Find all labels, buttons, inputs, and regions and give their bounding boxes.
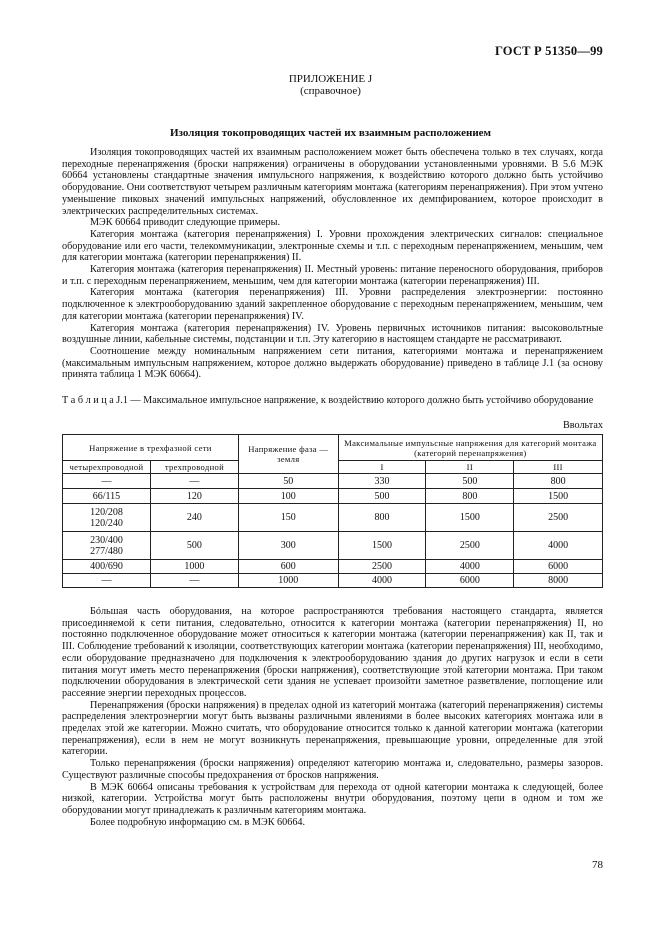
voltage-table: [62, 434, 603, 588]
cell: 2500: [426, 532, 514, 560]
cell: 4000: [514, 532, 603, 560]
header-phase-earth: Напряжение фаза — земля: [238, 435, 338, 474]
cell: —: [63, 474, 151, 489]
paragraph: Перенапряжения (броски напряжения) в пределах одной из категорий монтажа (категорий перенапряжения) системы распределения электроэнергии могут быть вызваны различными явлениями в более высоких категориях монтажа или в пределах этой же категории. Можно считать, что оборудование относится только к данной категории монтажа (категории перенапряжения), если в нем не могут возникнуть перенапряжения, превышающие уровни, определенные для этой категории.: [62, 699, 603, 758]
paragraph: Бóльшая часть оборудования, на которое распространяются требования настоящего стандарта, является присоединяемой к сети питания, следовательно, относится к категории монтажа (категории перенапряжения) II, но постоянно подключенное оборудование может относиться к категории монтажа (категории перенапряжения) как II, так и III. Соблюдение требований к изоляции, соответствующих категории монтажа (категории перенапряжения) III, необходимо, если оборудование предназначено для подключения к электрооборудованию здания до других нагрузок и если в сети питания могут иметь место перенапряжения (броски напряжения), соответствующие этой категории монтажа. При таком подключении оборудования в электрической сети здания не успевает произойти заметное разветвление, поглощение или рассеяние энергии переходных процессов.: [62, 606, 603, 699]
cell: 1500: [426, 504, 514, 532]
subheader-three-wire: трехпроводной: [150, 461, 238, 474]
paragraph: Категория монтажа (категория перенапряжения) IV. Уровень первичных источников питания: высоковольтные воздушные линии, кабельные системы, подстанции и т.п. Эту категорию в настоящем стандарте не рассматривают.: [62, 322, 603, 346]
cell: 500: [426, 474, 514, 489]
cell: 240: [150, 504, 238, 532]
cell: 230/400 277/480: [63, 532, 151, 560]
paragraph: МЭК 60664 приводит следующие примеры.: [90, 217, 281, 229]
standard-code: ГОСТ Р 51350—99: [494, 44, 603, 58]
cell: 150: [238, 504, 338, 532]
cell: 6000: [514, 560, 603, 574]
cell: 800: [338, 504, 426, 532]
cell: 330: [338, 474, 426, 489]
appendix-note: (справочное): [300, 85, 361, 97]
table-caption: Т а б л и ц а J.1 — Максимальное импульсное напряжение, к воздействию которого должно быть устойчиво оборудование: [62, 395, 594, 406]
cell: 500: [338, 489, 426, 504]
cell: 4000: [426, 560, 514, 574]
cell: 2500: [338, 560, 426, 574]
body-text-top: [62, 147, 603, 381]
cell: 1500: [338, 532, 426, 560]
cell: 4000: [338, 574, 426, 588]
page-number: 78: [592, 859, 603, 871]
table-row: [63, 574, 603, 588]
cell: 100: [238, 489, 338, 504]
header-three-phase: Напряжение в трехфазной сети: [63, 435, 239, 461]
section-title: Изоляция токопроводящих частей их взаимным расположением: [169, 127, 492, 139]
cell: 300: [238, 532, 338, 560]
paragraph: Более подробную информацию см. в МЭК 60664.: [90, 816, 306, 828]
table-row: [63, 532, 603, 560]
subheader-cat-3: III: [514, 461, 603, 474]
cell: 1000: [238, 574, 338, 588]
paragraph: Категория монтажа (категория перенапряжения) I. Уровни прохождения электрических сигналов: специальное оборудование или его части, телекоммуникации, электронные схемы и т.п. с переходным перенапряжением, меньшим, чем для категории монтажа (категории перенапряжения) II.: [62, 228, 603, 264]
cell: 800: [426, 489, 514, 504]
table-row: [63, 474, 603, 489]
paragraph: Соотношение между номинальным напряжением сети питания, категориями монтажа и перенапряжением (максимальным импульсным напряжением, которое должно выдержать оборудование) приведено в таблице J.1 (за основу принята таблица 1 МЭК 60664).: [62, 345, 603, 381]
cell: 6000: [426, 574, 514, 588]
subheader-four-wire: четырехпроводной: [63, 461, 151, 474]
subheader-cat-2: II: [426, 461, 514, 474]
cell: —: [150, 574, 238, 588]
table-row: [63, 560, 603, 574]
cell: 120/208 120/240: [63, 504, 151, 532]
cell: 800: [514, 474, 603, 489]
table-row: [63, 489, 603, 504]
appendix-label: ПРИЛОЖЕНИЕ J: [288, 73, 373, 85]
paragraph: Категория монтажа (категория перенапряжения) II. Местный уровень: питание переносного оборудования, приборов и т.п. с переходным перенапряжением, меньшим, чем для категории монтажа (категории перенапряжения) III.: [62, 264, 603, 287]
body-text-bottom: [62, 606, 603, 828]
cell: —: [150, 474, 238, 489]
cell: 8000: [514, 574, 603, 588]
paragraph: В МЭК 60664 описаны требования к устройствам для перехода от одной категории монтажа к следующей, более низкой, категории. Устройства могут быть расположены внутри оборудования, поэтому цепи в одном и том же оборудовании могут принадлежать к различным категориям монтажа.: [62, 781, 603, 816]
cell: 400/690: [63, 560, 151, 574]
cell: 50: [238, 474, 338, 489]
cell: 1000: [150, 560, 238, 574]
cell: 1500: [514, 489, 603, 504]
cell: 120: [150, 489, 238, 504]
table-row: [63, 504, 603, 532]
subheader-cat-1: I: [338, 461, 426, 474]
paragraph: Категория монтажа (категория перенапряжения) III. Уровни распределения электроэнергии: постоянно подключенное к электрооборудованию зданий закрепленное оборудование с переходным перенапряжением, меньшим, чем для категории монтажа (категории перенапряжения) IV.: [62, 287, 603, 322]
table-units: Ввольтах: [562, 420, 603, 431]
header-impulse-voltage: Максимальные импульсные напряжения для категорий монтажа (категорий перенапряжения): [338, 435, 602, 461]
appendix-heading: [0, 73, 661, 97]
paragraph: Изоляция токопроводящих частей их взаимным расположением может быть обеспечена только в тех случаях, когда переходные перенапряжения (броски напряжения) ограничены в оборудовании установленными уровнями. В 5.6 МЭК 60664 установлены стандартные значения импульсного напряжения, к воздействию которого должно быть устойчиво оборудование. Они соответствуют четырем различным категориям монтажа (категориям перенапряжения). При этом учтено уменьшение пиковых значений импульсных напряжений, обусловленное их демпфированием, которое происходит в электрических распределительных системах.: [62, 147, 603, 217]
cell: 500: [150, 532, 238, 560]
cell: 66/115: [63, 489, 151, 504]
paragraph: Только перенапряжения (броски напряжения) определяют категорию монтажа и, следовательно, размеры зазоров. Существуют различные способы предохранения от бросков напряжения.: [62, 758, 603, 781]
cell: 2500: [514, 504, 603, 532]
cell: 600: [238, 560, 338, 574]
cell: —: [63, 574, 151, 588]
